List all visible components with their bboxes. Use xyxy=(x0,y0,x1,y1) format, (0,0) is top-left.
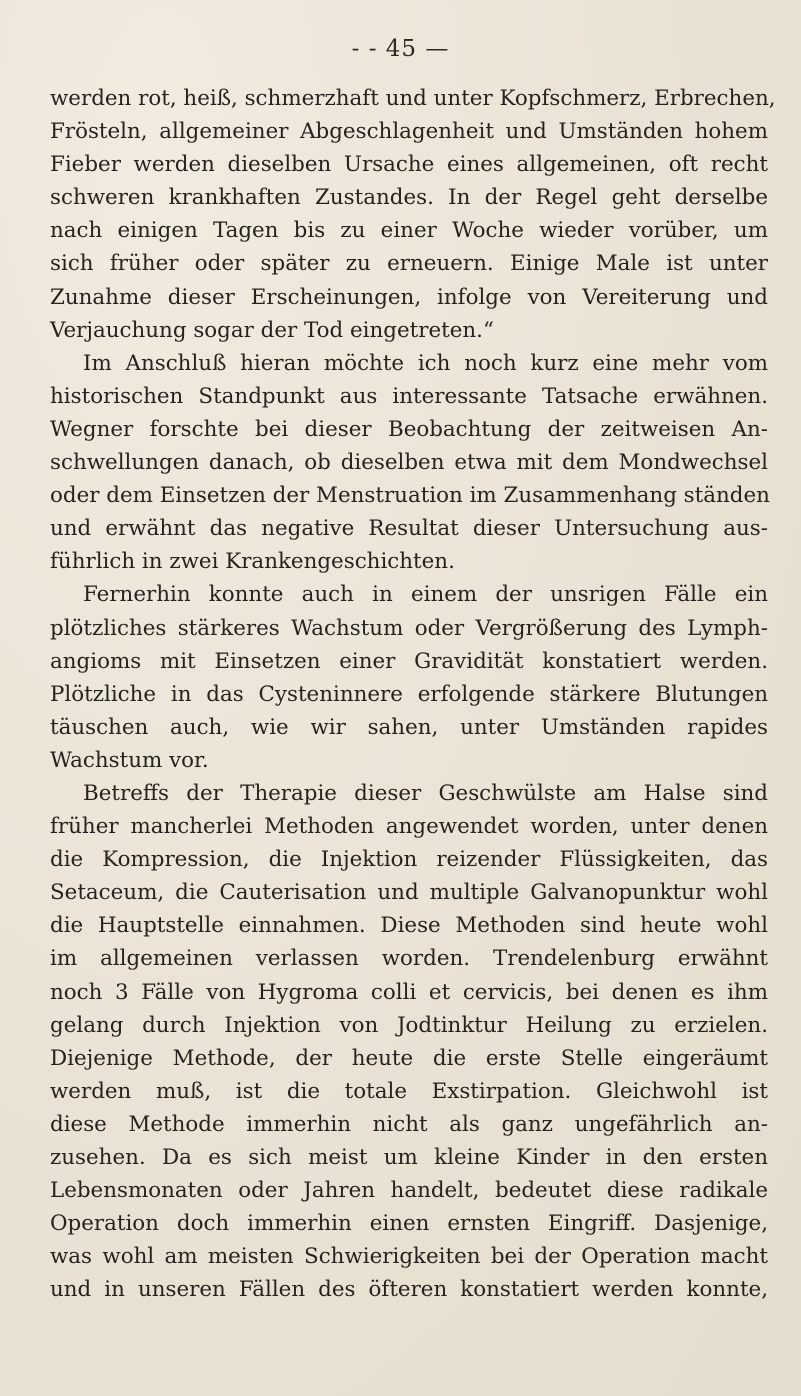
paragraph xyxy=(50,82,776,347)
text-line: Lebensmonaten oder Jahren handelt, bedeutet diese radikale xyxy=(50,1178,768,1204)
text-line: und erwähnt das negative Resultat dieser Untersuchung aus- xyxy=(50,516,768,542)
text-line: Im Anschluß hieran möchte ich noch kurz eine mehr vom xyxy=(83,350,768,376)
text-line: die Hauptstelle einnahmen. Diese Methoden sind heute wohl xyxy=(50,913,768,939)
text-line: Wegner forschte bei dieser Beobachtung der zeitweisen An- xyxy=(50,416,768,442)
text-line: gelang durch Injektion von Jodtinktur Heilung zu erzielen. xyxy=(50,1012,768,1038)
text-line: Wachstum vor. xyxy=(50,747,209,773)
text-line: werden muß, ist die totale Exstirpation. Gleichwohl ist xyxy=(50,1078,768,1104)
text-line: Verjauchung sogar der Tod eingetreten.“ xyxy=(50,317,494,343)
paragraph xyxy=(50,578,768,777)
text-line: Zunahme dieser Erscheinungen, infolge von Vereiterung und xyxy=(50,284,768,310)
text-line: Frösteln, allgemeiner Abgeschlagenheit und Umständen hohem xyxy=(50,119,768,145)
text-line: sich früher oder später zu erneuern. Einige Male ist unter xyxy=(50,251,768,277)
text-line: diese Methode immerhin nicht als ganz ungefährlich an- xyxy=(50,1111,768,1137)
text-line: historischen Standpunkt aus interessante Tatsache erwähnen. xyxy=(50,383,768,409)
text-line: Operation doch immerhin einen ernsten Eingriff. Dasjenige, xyxy=(50,1211,768,1237)
text-line: schweren krankhaften Zustandes. In der Regel geht derselbe xyxy=(50,185,768,211)
text-line: zusehen. Da es sich meist um kleine Kinder in den ersten xyxy=(50,1145,768,1170)
text-line: täuschen auch, wie wir sahen, unter Umständen rapides xyxy=(50,714,768,740)
text-line: die Kompression, die Injektion reizender Flüssigkeiten, das xyxy=(50,847,768,873)
text-line: Betreffs der Therapie dieser Geschwülste am Halse sind xyxy=(83,780,768,806)
text-line: oder dem Einsetzen der Menstruation im Zusammenhang ständen xyxy=(50,483,770,509)
text-line: noch 3 Fälle von Hygroma colli et cervicis, bei denen es ihm xyxy=(50,979,768,1005)
text-line: führlich in zwei Krankengeschichten. xyxy=(50,549,455,575)
text-line: Plötzliche in das Cysteninnere erfolgende stärkere Blutungen xyxy=(50,681,768,707)
text-line: im allgemeinen verlassen worden. Trendelenburg erwähnt xyxy=(50,946,768,972)
text-line: plötzliches stärkeres Wachstum oder Vergrößerung des Lymph- xyxy=(50,615,768,641)
text-line: angioms mit Einsetzen einer Gravidität konstatiert werden. xyxy=(50,648,768,674)
text-line: Diejenige Methode, der heute die erste Stelle eingeräumt xyxy=(50,1045,768,1071)
text-line: Setaceum, die Cauterisation und multiple Galvanopunktur wohl xyxy=(50,880,768,906)
text-line: und in unseren Fällen des öfteren konstatiert werden konnte, xyxy=(50,1277,768,1303)
text-line: werden rot, heiß, schmerzhaft und unter Kopfschmerz, Erbrechen, xyxy=(50,86,776,111)
text-line: nach einigen Tagen bis zu einer Woche wieder vorüber, um xyxy=(50,218,768,244)
body-text xyxy=(50,82,776,1306)
paragraph xyxy=(50,777,768,1307)
text-line: was wohl am meisten Schwierigkeiten bei der Operation macht xyxy=(50,1244,768,1270)
page-number-header: - - 45 — xyxy=(351,36,450,62)
paragraph xyxy=(50,347,768,579)
text-line: früher mancherlei Methoden angewendet worden, unter denen xyxy=(50,814,768,840)
text-line: schwellungen danach, ob dieselben etwa mit dem Mondwechsel xyxy=(50,450,768,476)
text-line: Fieber werden dieselben Ursache eines allgemeinen, oft recht xyxy=(50,152,768,178)
text-line: Fernerhin konnte auch in einem der unsrigen Fälle ein xyxy=(83,582,768,608)
